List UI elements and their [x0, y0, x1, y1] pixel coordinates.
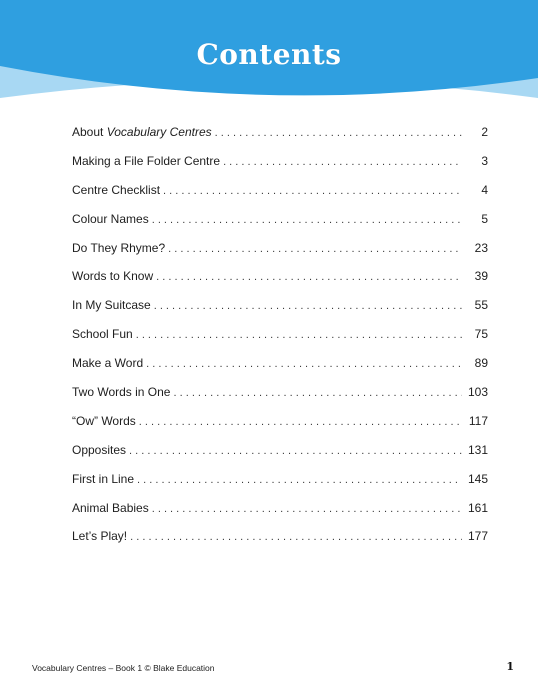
dot-leader [146, 350, 462, 379]
dot-leader [163, 177, 462, 206]
toc-entry[interactable] [72, 118, 488, 147]
toc-entry-page: 131 [467, 442, 488, 457]
toc-entry[interactable] [72, 176, 488, 205]
toc-entry-title: Animal Babies [72, 500, 149, 515]
toc-entry-title: Make a Word [72, 356, 144, 371]
toc-entry-title: Words to Know [72, 269, 154, 284]
toc-entry-page: 75 [474, 327, 488, 342]
toc-entry[interactable] [72, 349, 488, 378]
dot-leader [130, 523, 462, 552]
toc-entry-page: 23 [474, 240, 488, 255]
dot-leader [173, 379, 462, 408]
toc-entry[interactable] [72, 234, 488, 263]
toc-entry[interactable] [72, 320, 488, 349]
toc-entry-page: 177 [467, 529, 488, 544]
toc-entry-page: 145 [467, 471, 488, 486]
dot-leader [156, 263, 462, 292]
toc-entry[interactable] [72, 407, 488, 436]
toc-entry-title: Do They Rhyme? [72, 240, 166, 255]
toc-entry-page: 117 [468, 413, 488, 428]
table-of-contents [72, 118, 488, 551]
toc-entry-page: 103 [467, 385, 488, 400]
footer-credit: Vocabulary Centres – Book 1 © Blake Education [32, 663, 215, 673]
toc-entry-page: 55 [474, 298, 488, 313]
toc-entry-page: 39 [474, 269, 488, 284]
toc-entry-title: “Ow” Words [72, 413, 136, 428]
dot-leader [215, 119, 462, 148]
dot-leader [129, 437, 462, 466]
dot-leader [223, 148, 462, 177]
dot-leader [137, 466, 462, 495]
toc-entry[interactable] [72, 291, 488, 320]
toc-entry[interactable] [72, 465, 488, 494]
toc-entry-title: Making a File Folder Centre [72, 153, 221, 168]
toc-entry[interactable] [72, 378, 488, 407]
toc-entry-title: In My Suitcase [72, 298, 151, 313]
toc-entry-page: 89 [474, 356, 488, 371]
page-number: 1 [506, 660, 514, 673]
toc-entry-page: 2 [481, 125, 488, 139]
toc-entry[interactable] [72, 436, 488, 465]
dot-leader [139, 408, 462, 437]
toc-entry[interactable] [72, 522, 488, 551]
page-title: Contents [196, 38, 342, 71]
toc-entry-title: Opposites [72, 442, 127, 457]
dot-leader [152, 495, 462, 524]
toc-entry[interactable] [72, 147, 488, 176]
dot-leader [136, 321, 462, 350]
toc-entry-title: School Fun [72, 327, 133, 342]
toc-entry[interactable] [72, 205, 488, 234]
toc-entry-title: About Vocabulary Centres [72, 125, 212, 139]
toc-entry-page: 161 [467, 500, 488, 515]
toc-entry-title: Colour Names [72, 211, 149, 226]
dot-leader [154, 292, 462, 321]
toc-entry-page: 3 [481, 153, 488, 168]
toc-entry-page: 4 [481, 182, 488, 197]
toc-entry[interactable] [72, 262, 488, 291]
toc-entry-title: Centre Checklist [72, 182, 161, 197]
toc-entry-title: Let’s Play! [72, 529, 128, 544]
dot-leader [152, 206, 462, 235]
dot-leader [168, 235, 462, 264]
toc-entry-title: First in Line [72, 471, 135, 486]
toc-entry-page: 5 [481, 211, 488, 226]
toc-entry-title: Two Words in One [72, 385, 171, 400]
toc-entry[interactable] [72, 494, 488, 523]
